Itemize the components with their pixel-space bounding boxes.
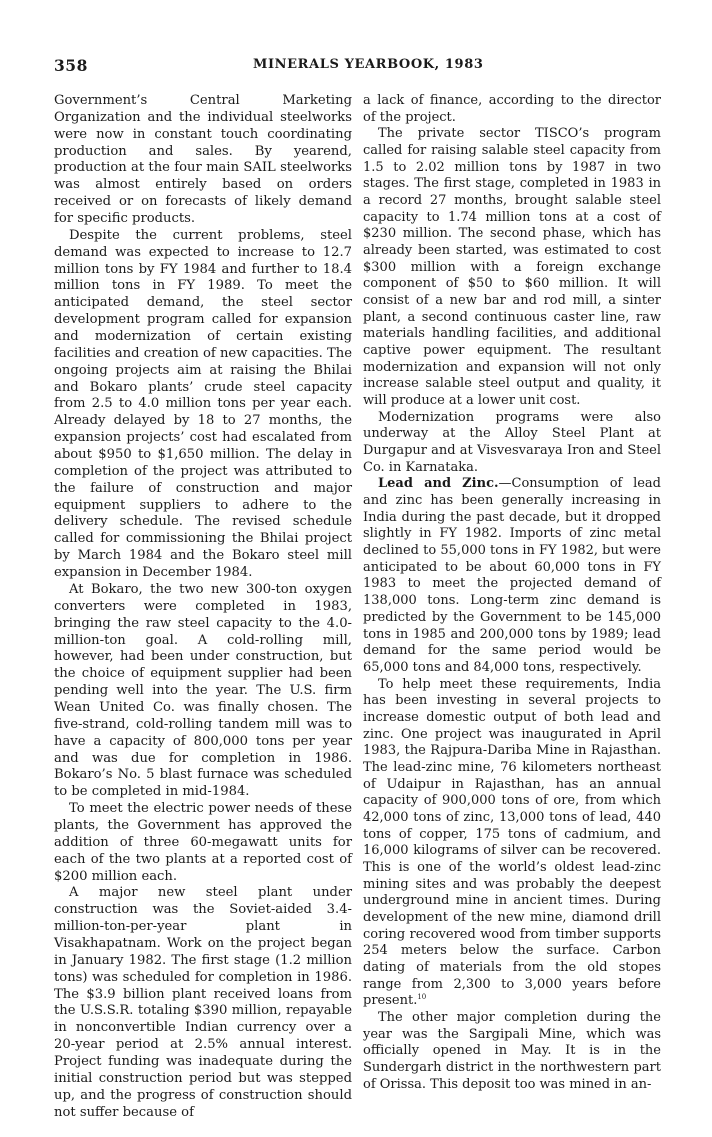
section-heading: Lead and Zinc. <box>378 476 499 492</box>
paragraph: A major new steel plant under construction was the Soviet-aided 3.4-million-ton-per-year plant in Visakhapatnam. Work on the project began in January 1982. The first stage (1.2 million tons) was scheduled for completion in 1986. The $3.9 billion plant received loans from the U.S.S.R. totaling $390 million, repayable in nonconvertible Indian currency over a 20-year period at 2.5% annual interest. Project funding was inadequate during the initial construction period but was stepped up, and the progress of construction should not suffer because of <box>54 885 352 1120</box>
paragraph-text: To help meet these requirements, India has been investing in several projects to increase domestic output of both lead and zinc. One project was inaugurated in April 1983, the Rajpura-Dariba Mine in Rajasthan. The lead-zinc mine, 76 kilometers northeast of Udaipur in Rajasthan, has an annual capacity of 900,000 tons of ore, from which 42,000 tons of zinc, 13,000 tons of lead, 440 tons of copper, 175 tons of cadmium, and 16,000 kilograms of silver can be recovered. This is one of the world’s oldest lead-zinc mining sites and was probably the deepest underground mine in ancient times. During development of the new mine, diamond drill coring recovered wood from timber supports 254 meters below the surface. Carbon dating of materials from the old stopes range from 2,300 to 3,000 years before present. <box>363 676 661 1009</box>
running-title: MINERALS YEARBOOK, 1983 <box>253 57 484 72</box>
footnote-reference: 10 <box>417 993 427 1002</box>
paragraph: Government’s Central Marketing Organization and the individual steelworks were now in constant touch coordinating production and sales. By yearend, production at the four main SAIL steelworks was almost entirely based on orders received or on forecasts of likely demand for specific products. <box>54 93 352 227</box>
paragraph: Despite the current problems, steel demand was expected to increase to 12.7 million tons by FY 1984 and further to 18.4 million tons in FY 1989. To meet the anticipated demand, the steel sector development program called for expansion and modernization of certain existing facilities and creation of new capacities. The ongoing projects aim at raising the Bhilai and Bokaro plants’ crude steel capacity from 2.5 to 4.0 million tons per year each. Already delayed by 18 to 27 months, the expansion projects’ cost had escalated from about $950 to $1,650 million. The delay in completion of the project was attributed to the failure of construction and major equipment suppliers to adhere to the delivery schedule. The revised schedule called for commissioning the Bhilai project by March 1984 and the Bokaro steel mill expansion in December 1984. <box>54 227 352 581</box>
page-number: 358 <box>54 56 88 75</box>
paragraph: The other major completion during the year was the Sargipali Mine, which was officially opened in May. It is in the Sundergarh district in the northwestern part of Orissa. This deposit too was mined in an- <box>363 1009 661 1092</box>
rajpura-paragraph <box>363 677 661 1010</box>
paragraph-text: —Consumption of lead and zinc has been generally increasing in India during the past decade, but it dropped slightly in FY 1982. Imports of zinc metal declined to 55,000 tons in FY 1982, but were anticipated to be about 60,000 tons in FY 1983 to meet the projected demand of 138,000 tons. Long-term zinc demand is predicted by the Government to be 145,000 tons in 1985 and 200,000 tons by 1989; lead demand for the same period would be 65,000 tons and 84,000 tons, respectively. <box>363 476 662 675</box>
left-column <box>54 93 352 1121</box>
lead-zinc-paragraph <box>363 476 661 676</box>
paragraph: The private sector TISCO’s program called for raising salable steel capacity from 1.5 to 2.02 million tons by 1987 in two stages. The first stage, completed in 1983 in a record 27 months, brought salable steel capacity to 1.74 million tons at a cost of $230 million. The second phase, which has already been started, was estimated to cost $300 million with a foreign exchange component of $50 to $60 million. It will consist of a new bar and rod mill, a sinter plant, a second continuous caster line, raw materials handling facilities, and additional captive power equipment. The resultant modernization and expansion will not only increase salable steel output and quality, it will produce at a lower unit cost. <box>363 126 661 409</box>
paragraph: a lack of finance, according to the director of the project. <box>363 93 661 125</box>
paragraph: To meet the electric power needs of these plants, the Government has approved the addition of three 60-megawatt units for each of the two plants at a reported cost of $200 million each. <box>54 801 352 884</box>
paragraph: At Bokaro, the two new 300-ton oxygen converters were completed in 1983, bringing the raw steel capacity to the 4.0-million-ton goal. A cold-rolling mill, however, had been under construction, but the choice of equipment supplier had been pending well into the year. The U.S. firm Wean United Co. was finally chosen. The five-strand, cold-rolling tandem mill was to have a capacity of 800,000 tons per year and was due for completion in 1986. Bokaro’s No. 5 blast furnace was scheduled to be completed in mid-1984. <box>54 581 352 800</box>
page-header <box>54 56 682 82</box>
paragraph: Modernization programs were also underway at the Alloy Steel Plant at Durgapur and at Visvesvaraya Iron and Steel Co. in Karnataka. <box>363 409 661 475</box>
right-column <box>363 93 661 1093</box>
